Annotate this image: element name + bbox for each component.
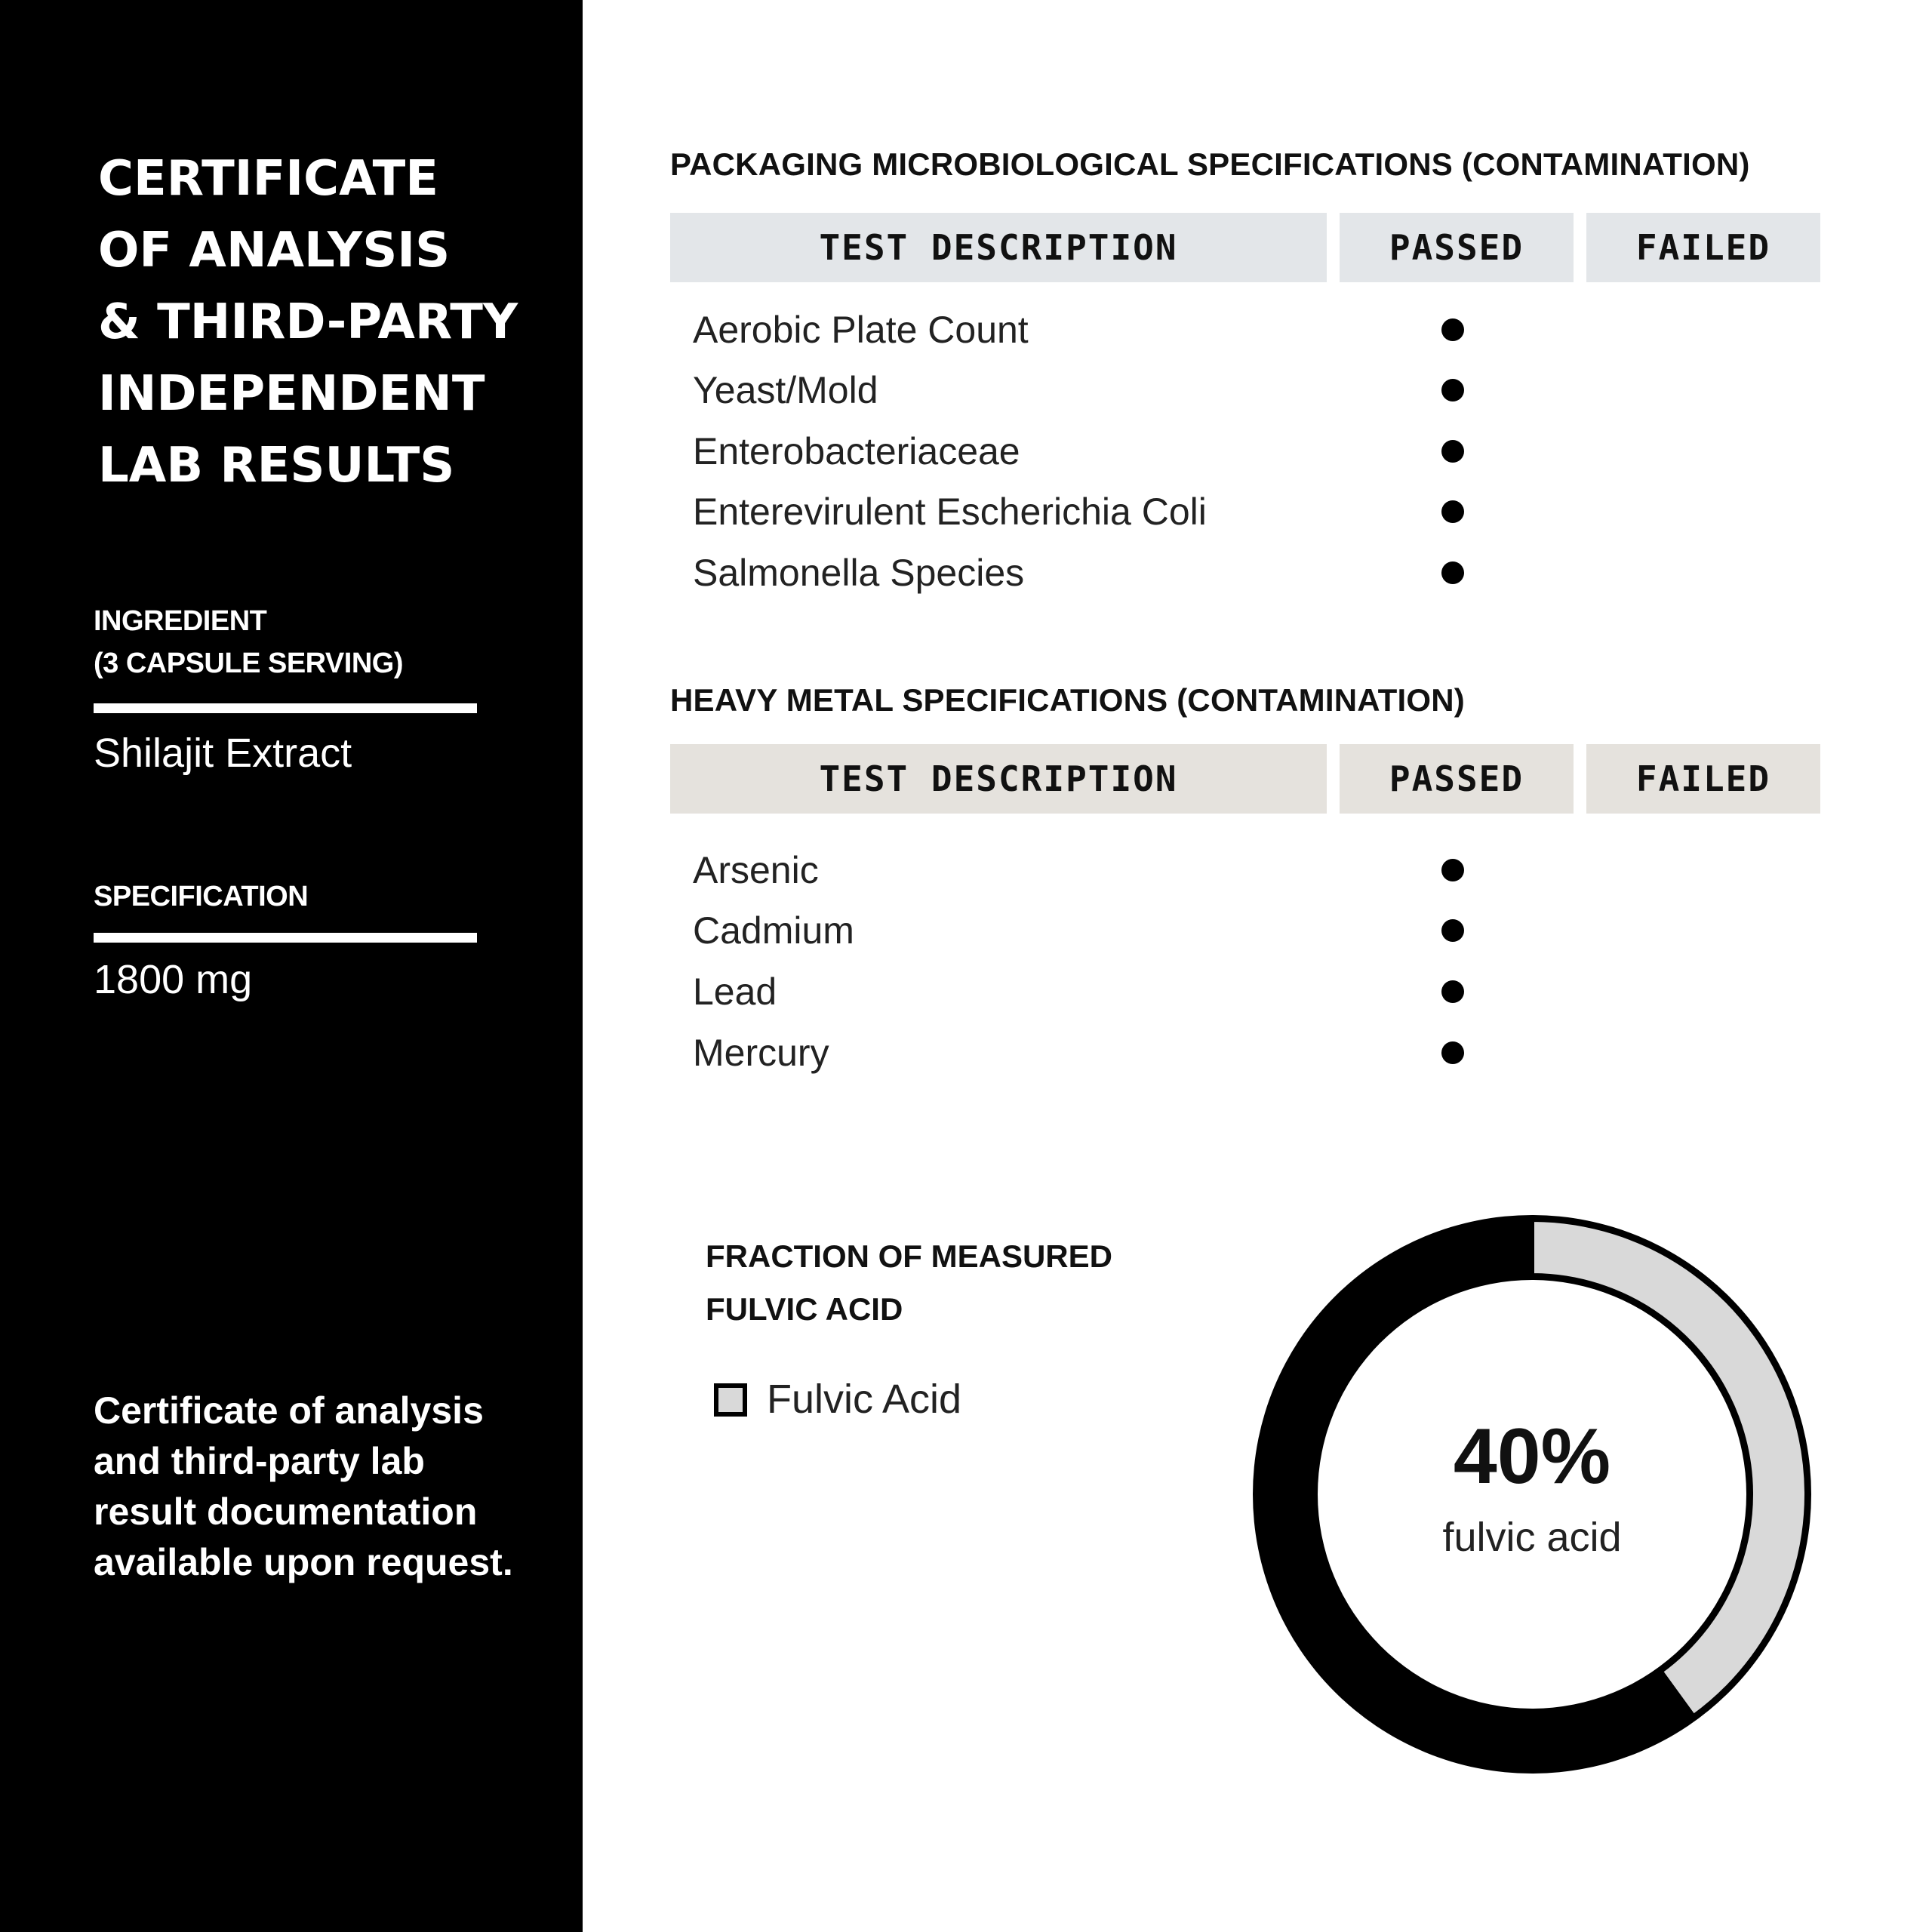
sidebar [0, 0, 583, 1932]
test-description: Enterobacteriaceae [693, 430, 1020, 472]
table-row [670, 908, 1820, 953]
passed-dot-icon [1441, 1041, 1464, 1064]
passed-dot-icon [1441, 859, 1464, 881]
micro-header-test: TEST DESCRIPTION [670, 213, 1327, 282]
metals-header-test: TEST DESCRIPTION [670, 744, 1327, 814]
title-line: & THIRD-PARTY [98, 294, 518, 350]
ingredient-label-line: (3 CAPSULE SERVING) [94, 648, 403, 679]
title-line: CERTIFICATE [98, 151, 438, 207]
metals-header-failed: FAILED [1586, 744, 1820, 814]
passed-dot-icon [1441, 980, 1464, 1003]
test-description: Mercury [693, 1032, 829, 1074]
table-row [670, 307, 1820, 352]
passed-dot-icon [1441, 379, 1464, 401]
ingredient-label-line: INGREDIENT [94, 605, 267, 637]
test-description: Salmonella Species [693, 552, 1025, 594]
test-description: Cadmium [693, 909, 854, 952]
table-row [670, 429, 1820, 474]
passed-dot-icon [1441, 500, 1464, 523]
metals-header-passed: PASSED [1340, 744, 1574, 814]
table-row [670, 489, 1820, 534]
passed-dot-icon [1441, 561, 1464, 584]
micro-header-failed: FAILED [1586, 213, 1820, 282]
specification-value: 1800 mg [94, 957, 253, 1002]
table-row [670, 550, 1820, 595]
ingredient-label [94, 600, 403, 685]
micro-section-title: PACKAGING MICROBIOLOGICAL SPECIFICATIONS (CONTAMINATION) [670, 146, 1750, 182]
table-row [670, 848, 1820, 893]
divider [94, 933, 477, 943]
test-description: Yeast/Mold [693, 369, 878, 411]
metals-section-title: HEAVY METAL SPECIFICATIONS (CONTAMINATION) [670, 682, 1465, 718]
ingredient-value: Shilajit Extract [94, 731, 352, 776]
table-row [670, 368, 1820, 413]
fraction-title [706, 1230, 1112, 1336]
title-line: LAB RESULTS [98, 438, 455, 494]
availability-note: Certificate of analysis and third-party lab result documentation available upon request. [94, 1389, 513, 1583]
page-title [98, 143, 566, 502]
divider [94, 703, 477, 713]
micro-header-passed: PASSED [1340, 213, 1574, 282]
donut-center-label: fulvic acid [1442, 1515, 1622, 1560]
test-description: Arsenic [693, 849, 819, 891]
title-line: INDEPENDENT [98, 366, 485, 422]
test-description: Enterevirulent Escherichia Coli [693, 491, 1207, 533]
table-row [670, 969, 1820, 1014]
legend-label: Fulvic Acid [767, 1377, 962, 1422]
passed-dot-icon [1441, 919, 1464, 942]
specification-label: SPECIFICATION [94, 881, 309, 912]
test-description: Lead [693, 971, 777, 1013]
title-line: OF ANALYSIS [98, 223, 451, 278]
fraction-title-line: FULVIC ACID [706, 1291, 903, 1327]
donut-center-value: 40% [1453, 1413, 1611, 1500]
fraction-title-line: FRACTION OF MEASURED [706, 1238, 1112, 1274]
passed-dot-icon [1441, 318, 1464, 341]
test-description: Aerobic Plate Count [693, 309, 1029, 351]
passed-dot-icon [1441, 440, 1464, 463]
table-row [670, 1030, 1820, 1075]
legend-swatch [714, 1383, 747, 1417]
